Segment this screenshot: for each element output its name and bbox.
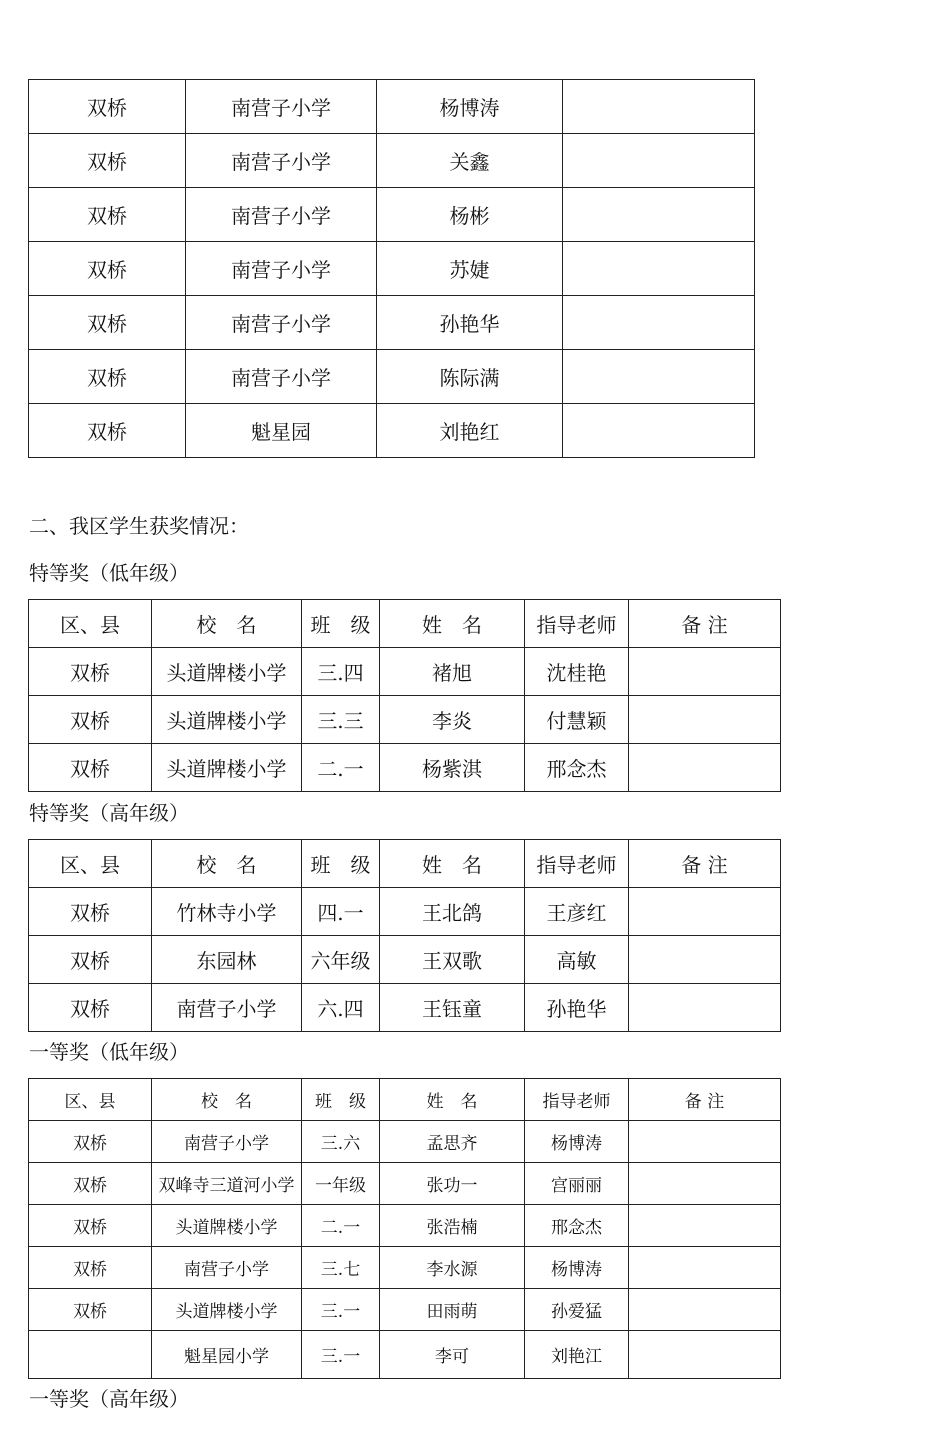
table-row — [29, 188, 755, 242]
column-header: 姓 名 — [380, 840, 525, 888]
table-cell — [629, 1121, 781, 1163]
table-cell: 双桥 — [29, 696, 152, 744]
column-header: 指导老师 — [525, 600, 629, 648]
table-cell — [629, 1247, 781, 1289]
table-cell — [29, 1331, 152, 1379]
table-cell: 二.一 — [302, 1205, 380, 1247]
table-cell: 双桥 — [29, 1121, 152, 1163]
table-cell: 头道牌楼小学 — [152, 648, 302, 696]
table-row — [29, 350, 755, 404]
table-cell: 杨博涛 — [525, 1121, 629, 1163]
table-row — [29, 1289, 781, 1331]
table-row — [29, 744, 781, 792]
table-row — [29, 404, 755, 458]
award-table-special-lower — [28, 599, 781, 792]
table-cell: 孙爱猛 — [525, 1289, 629, 1331]
table-cell: 邢念杰 — [525, 1205, 629, 1247]
table-cell: 双桥 — [29, 404, 186, 458]
table-cell: 南营子小学 — [186, 134, 377, 188]
column-header: 校 名 — [152, 600, 302, 648]
table-cell: 高敏 — [525, 936, 629, 984]
table-cell: 头道牌楼小学 — [152, 696, 302, 744]
section-heading: 二、我区学生获奖情况： — [29, 514, 249, 538]
table-cell: 王双歌 — [380, 936, 525, 984]
table-cell: 三.四 — [302, 648, 380, 696]
table-row — [29, 1163, 781, 1205]
column-header: 备 注 — [629, 600, 781, 648]
table-cell: 李水源 — [380, 1247, 525, 1289]
table-cell: 陈际满 — [377, 350, 563, 404]
column-header: 备 注 — [629, 840, 781, 888]
table-cell — [563, 80, 755, 134]
teacher-list-table — [28, 79, 755, 458]
table-cell: 孙艳华 — [525, 984, 629, 1032]
table-cell: 苏婕 — [377, 242, 563, 296]
table-cell: 双桥 — [29, 984, 152, 1032]
table-cell: 双桥 — [29, 1205, 152, 1247]
table-cell — [629, 696, 781, 744]
teacher-list-body — [29, 80, 755, 458]
table-cell: 南营子小学 — [152, 1121, 302, 1163]
table-header-row — [29, 600, 781, 648]
column-header: 指导老师 — [525, 1079, 629, 1121]
table-cell: 六.四 — [302, 984, 380, 1032]
table-row — [29, 242, 755, 296]
table-cell: 刘艳江 — [525, 1331, 629, 1379]
table-cell: 杨博涛 — [525, 1247, 629, 1289]
table-header-row — [29, 840, 781, 888]
column-header: 区、县 — [29, 1079, 152, 1121]
table-row — [29, 1121, 781, 1163]
table-cell: 孙艳华 — [377, 296, 563, 350]
table-cell — [563, 350, 755, 404]
table-cell: 南营子小学 — [186, 350, 377, 404]
table-cell — [629, 1205, 781, 1247]
award-table-special-upper — [28, 839, 781, 1032]
table-cell: 头道牌楼小学 — [152, 744, 302, 792]
table-cell — [563, 188, 755, 242]
table-cell: 双峰寺三道河小学 — [152, 1163, 302, 1205]
table-cell: 东园林 — [152, 936, 302, 984]
column-header: 区、县 — [29, 600, 152, 648]
table-cell: 王北鸽 — [380, 888, 525, 936]
table-cell: 南营子小学 — [186, 242, 377, 296]
table-cell: 头道牌楼小学 — [152, 1289, 302, 1331]
table-row — [29, 1205, 781, 1247]
table-cell: 三.一 — [302, 1289, 380, 1331]
table-cell — [563, 296, 755, 350]
column-header: 区、县 — [29, 840, 152, 888]
table-cell: 杨紫淇 — [380, 744, 525, 792]
column-header: 班 级 — [302, 600, 380, 648]
table-cell — [629, 1163, 781, 1205]
column-header: 备 注 — [629, 1079, 781, 1121]
table-cell: 双桥 — [29, 936, 152, 984]
table-cell: 六年级 — [302, 936, 380, 984]
table-cell: 双桥 — [29, 744, 152, 792]
column-header: 班 级 — [302, 1079, 380, 1121]
column-header: 姓 名 — [380, 1079, 525, 1121]
table-cell: 付慧颖 — [525, 696, 629, 744]
award-table-body — [29, 600, 781, 792]
group-title-special-lower: 特等奖（低年级） — [29, 561, 189, 585]
table-cell: 三.七 — [302, 1247, 380, 1289]
table-cell: 三.三 — [302, 696, 380, 744]
table-cell: 双桥 — [29, 242, 186, 296]
table-cell: 南营子小学 — [186, 188, 377, 242]
table-row — [29, 134, 755, 188]
table-cell: 三.一 — [302, 1331, 380, 1379]
table-cell: 二.一 — [302, 744, 380, 792]
column-header: 姓 名 — [380, 600, 525, 648]
table-cell — [629, 888, 781, 936]
award-table-body — [29, 840, 781, 1032]
table-cell: 王彦红 — [525, 888, 629, 936]
table-cell: 头道牌楼小学 — [152, 1205, 302, 1247]
column-header: 指导老师 — [525, 840, 629, 888]
table-cell: 沈桂艳 — [525, 648, 629, 696]
column-header: 校 名 — [152, 840, 302, 888]
table-header-row — [29, 1079, 781, 1121]
table-cell — [629, 744, 781, 792]
table-row — [29, 296, 755, 350]
table-cell: 南营子小学 — [152, 984, 302, 1032]
table-row — [29, 1331, 781, 1379]
table-cell: 竹林寺小学 — [152, 888, 302, 936]
table-cell: 双桥 — [29, 1247, 152, 1289]
table-cell: 四.一 — [302, 888, 380, 936]
table-cell: 魁星园小学 — [152, 1331, 302, 1379]
table-cell: 关鑫 — [377, 134, 563, 188]
group-title-first-lower: 一等奖（低年级） — [29, 1040, 189, 1064]
table-cell — [629, 1289, 781, 1331]
table-cell — [629, 1331, 781, 1379]
table-cell: 双桥 — [29, 188, 186, 242]
table-cell: 李可 — [380, 1331, 525, 1379]
award-table-first-lower — [28, 1078, 781, 1379]
table-cell: 三.六 — [302, 1121, 380, 1163]
table-row — [29, 888, 781, 936]
table-cell: 双桥 — [29, 888, 152, 936]
table-cell: 宫丽丽 — [525, 1163, 629, 1205]
table-row — [29, 648, 781, 696]
table-row — [29, 696, 781, 744]
table-cell: 双桥 — [29, 296, 186, 350]
table-cell: 双桥 — [29, 80, 186, 134]
table-cell: 刘艳红 — [377, 404, 563, 458]
table-cell: 王钰童 — [380, 984, 525, 1032]
table-cell — [563, 404, 755, 458]
table-cell: 双桥 — [29, 134, 186, 188]
table-cell — [629, 984, 781, 1032]
table-cell — [563, 242, 755, 296]
group-title-first-upper: 一等奖（高年级） — [29, 1387, 189, 1411]
table-row — [29, 984, 781, 1032]
table-cell: 褚旭 — [380, 648, 525, 696]
table-cell: 南营子小学 — [186, 80, 377, 134]
column-header: 校 名 — [152, 1079, 302, 1121]
table-cell: 杨博涛 — [377, 80, 563, 134]
table-cell: 魁星园 — [186, 404, 377, 458]
table-row — [29, 936, 781, 984]
table-cell: 一年级 — [302, 1163, 380, 1205]
table-cell: 双桥 — [29, 648, 152, 696]
table-cell: 张功一 — [380, 1163, 525, 1205]
table-cell: 南营子小学 — [152, 1247, 302, 1289]
table-row — [29, 1247, 781, 1289]
table-cell: 田雨萌 — [380, 1289, 525, 1331]
table-cell: 李炎 — [380, 696, 525, 744]
award-table-body — [29, 1079, 781, 1379]
table-cell: 双桥 — [29, 350, 186, 404]
table-cell: 南营子小学 — [186, 296, 377, 350]
table-cell: 双桥 — [29, 1163, 152, 1205]
table-cell — [563, 134, 755, 188]
table-cell: 双桥 — [29, 1289, 152, 1331]
table-cell: 张浩楠 — [380, 1205, 525, 1247]
table-cell — [629, 648, 781, 696]
table-cell: 杨彬 — [377, 188, 563, 242]
table-cell: 孟思齐 — [380, 1121, 525, 1163]
table-cell — [629, 936, 781, 984]
column-header: 班 级 — [302, 840, 380, 888]
table-cell: 邢念杰 — [525, 744, 629, 792]
table-row — [29, 80, 755, 134]
group-title-special-upper: 特等奖（高年级） — [29, 801, 189, 825]
